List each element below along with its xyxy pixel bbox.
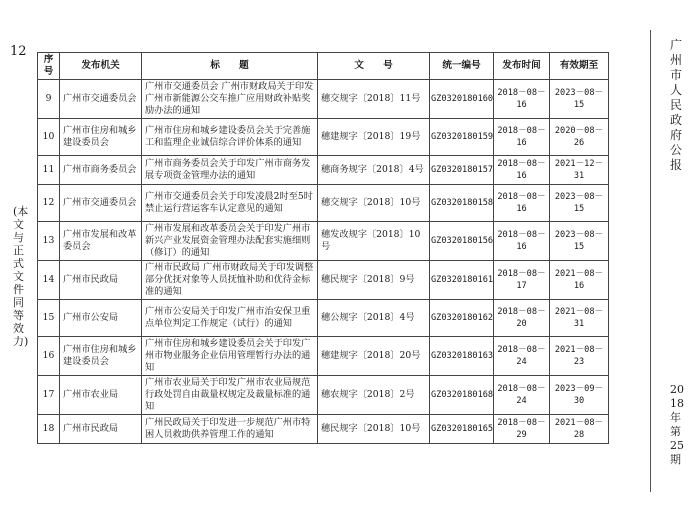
header-code: 统一编号 (430, 53, 494, 80)
doc-title: 广州市交通委员会 广州市财政局关于印发广州市新能源公交车推广应用财政补贴奖励办法的通知 (142, 80, 318, 119)
table-row (38, 222, 609, 261)
table-row (38, 261, 609, 300)
table-header-row (38, 53, 609, 80)
doc-number: 穗交规字〔2018〕10号 (318, 185, 430, 222)
publish-date: 2018－08－20 (494, 300, 550, 337)
issuing-org: 广州市交通委员会 (60, 80, 142, 119)
header-date: 发布时间 (494, 53, 550, 80)
regulation-table (37, 52, 609, 444)
row-number: 15 (38, 300, 60, 337)
doc-title: 广州市发展和改革委员会关于印发广州市新兴产业发展资金管理办法配套实施细则（修订）的通知 (142, 222, 318, 261)
doc-number: 穗发改规字〔2018〕10号 (318, 222, 430, 261)
header-org: 发布机关 (60, 53, 142, 80)
unified-code: GZ0320180160 (430, 80, 494, 119)
publish-date: 2018－08－16 (494, 119, 550, 156)
header-no: 序号 (38, 53, 60, 80)
unified-code: GZ0320180163 (430, 337, 494, 376)
publish-date: 2018－08－24 (494, 376, 550, 415)
row-number: 10 (38, 119, 60, 156)
publish-date: 2018－08－16 (494, 222, 550, 261)
issuing-org: 广州市农业局 (60, 376, 142, 415)
unified-code: GZ0320180156 (430, 222, 494, 261)
table-row (38, 119, 609, 156)
row-number: 12 (38, 185, 60, 222)
doc-title: 广州市公安局关于印发广州市治安保卫重点单位判定工作规定（试行）的通知 (142, 300, 318, 337)
publish-date: 2018－08－16 (494, 156, 550, 185)
unified-code: GZ0320180165 (430, 415, 494, 444)
doc-number: 穗商务规字〔2018〕4号 (318, 156, 430, 185)
table-row (38, 415, 609, 444)
doc-number: 穗公规字〔2018〕4号 (318, 300, 430, 337)
issuing-org: 广州市住房和城乡建设委员会 (60, 337, 142, 376)
doc-title: 广州民政局关于印发进一步规范广州市特困人员救助供养管理工作的通知 (142, 415, 318, 444)
unified-code: GZ0320180158 (430, 185, 494, 222)
doc-number: 穗民规字〔2018〕9号 (318, 261, 430, 300)
issue-number: 2018年第25期 (670, 383, 684, 466)
header-title: 标 题 (142, 53, 318, 80)
valid-until: 2023－08－15 (550, 80, 609, 119)
row-number: 18 (38, 415, 60, 444)
publish-date: 2018－08－29 (494, 415, 550, 444)
doc-title: 广州市交通委员会关于印发凌晨2时至5时禁止运行营运客车认定意见的通知 (142, 185, 318, 222)
valid-until: 2023－09－30 (550, 376, 609, 415)
doc-number: 穗建规字〔2018〕19号 (318, 119, 430, 156)
side-note: (本文与正式文件同等效力) (13, 205, 29, 348)
issuing-org: 广州市住房和城乡建设委员会 (60, 119, 142, 156)
publish-date: 2018－08－16 (494, 185, 550, 222)
issuing-org: 广州市交通委员会 (60, 185, 142, 222)
valid-until: 2023－08－15 (550, 185, 609, 222)
publish-date: 2018－08－16 (494, 80, 550, 119)
table-row (38, 80, 609, 119)
unified-code: GZ0320180168 (430, 376, 494, 415)
doc-title: 广州市农业局关于印发广州市农业局规范行政处罚自由裁量权规定及裁量标准的通知 (142, 376, 318, 415)
valid-until: 2021－08－31 (550, 300, 609, 337)
row-number: 9 (38, 80, 60, 119)
valid-until: 2021－08－28 (550, 415, 609, 444)
doc-title: 广州市住房和城乡建设委员会关于印发广州市物业服务企业信用管理暂行办法的通知 (142, 337, 318, 376)
row-number: 13 (38, 222, 60, 261)
doc-title: 广州市住房和城乡建设委员会关于完善施工和监理企业诚信综合评价体系的通知 (142, 119, 318, 156)
table-row (38, 185, 609, 222)
valid-until: 2020－08－26 (550, 119, 609, 156)
header-valid: 有效期至 (550, 53, 609, 80)
unified-code: GZ0320180159 (430, 119, 494, 156)
row-number: 16 (38, 337, 60, 376)
margin-divider (650, 30, 651, 492)
header-doc-no: 文 号 (318, 53, 430, 80)
row-number: 14 (38, 261, 60, 300)
table-row (38, 156, 609, 185)
doc-number: 穗民规字〔2018〕10号 (318, 415, 430, 444)
valid-until: 2021－12－31 (550, 156, 609, 185)
issuing-org: 广州市商务委员会 (60, 156, 142, 185)
doc-title: 广州市商务委员会关于印发广州市商务发展专项资金管理办法的通知 (142, 156, 318, 185)
issuing-org: 广州市民政局 (60, 261, 142, 300)
doc-number: 穗交规字〔2018〕11号 (318, 80, 430, 119)
table-row (38, 337, 609, 376)
doc-title: 广州市民政局 广州市财政局关于印发调整部分优抚对象等人员抚恤补助和优待金标准的通知 (142, 261, 318, 300)
publish-date: 2018－08－24 (494, 337, 550, 376)
row-number: 17 (38, 376, 60, 415)
unified-code: GZ0320180161 (430, 261, 494, 300)
unified-code: GZ0320180162 (430, 300, 494, 337)
valid-until: 2021－08－23 (550, 337, 609, 376)
unified-code: GZ0320180157 (430, 156, 494, 185)
publication-title: 广州市人民政府公报 (670, 38, 683, 172)
row-number: 11 (38, 156, 60, 185)
table-row (38, 300, 609, 337)
publish-date: 2018－08－17 (494, 261, 550, 300)
doc-number: 穗建规字〔2018〕20号 (318, 337, 430, 376)
issuing-org: 广州市民政局 (60, 415, 142, 444)
page-number: 12 (10, 44, 27, 59)
table-row (38, 376, 609, 415)
valid-until: 2021－08－16 (550, 261, 609, 300)
doc-number: 穗农规字〔2018〕2号 (318, 376, 430, 415)
issuing-org: 广州市公安局 (60, 300, 142, 337)
issuing-org: 广州市发展和改革委员会 (60, 222, 142, 261)
valid-until: 2023－08－15 (550, 222, 609, 261)
